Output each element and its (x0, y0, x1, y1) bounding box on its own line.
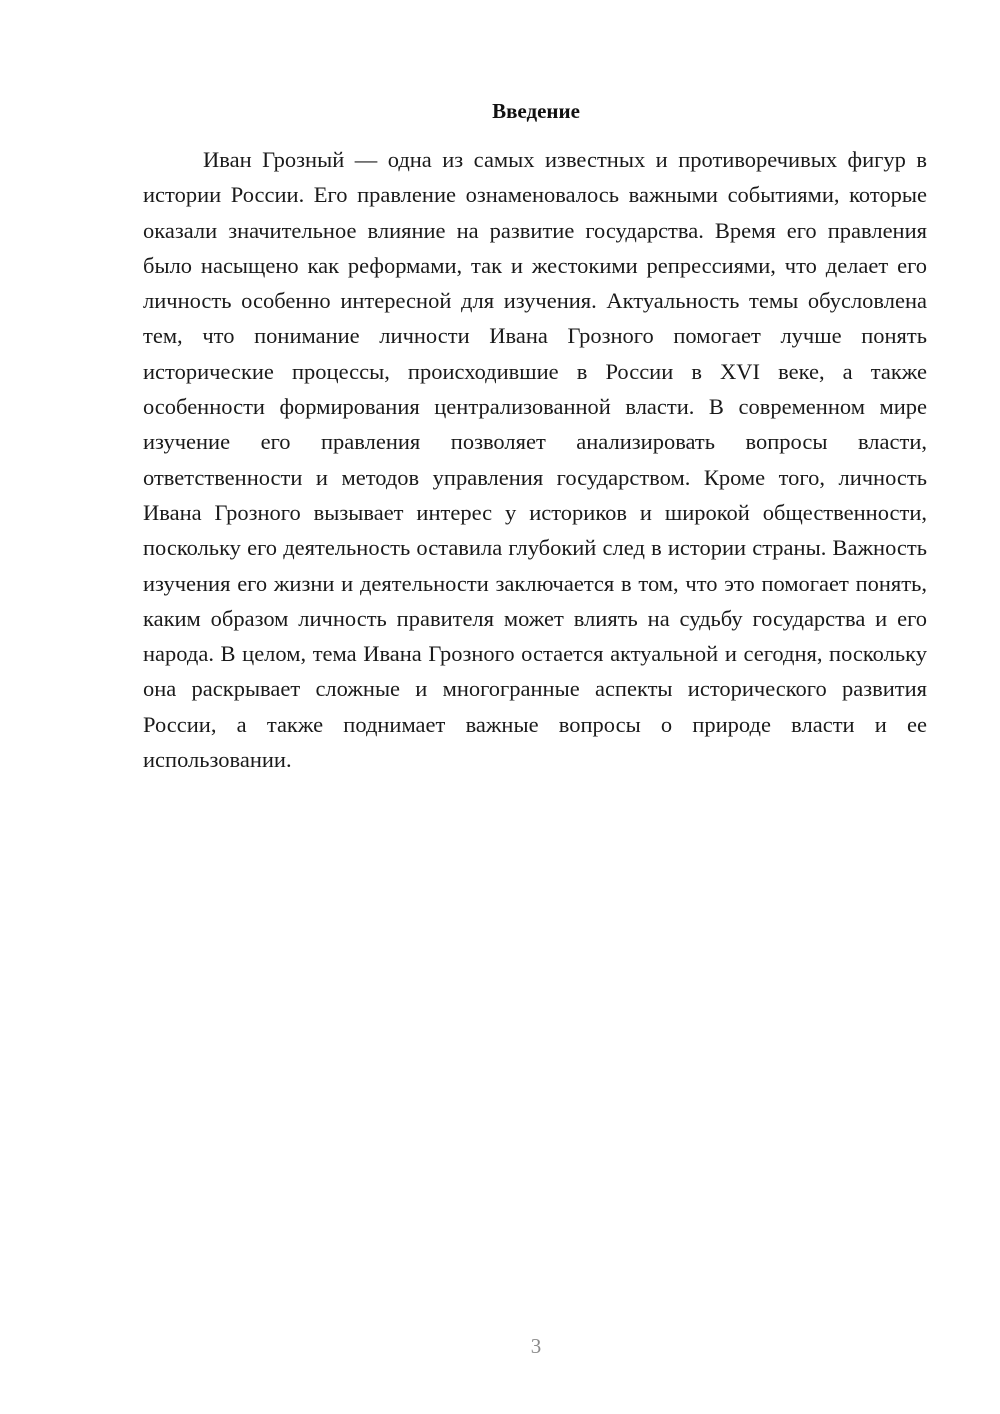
section-heading: Введение (492, 99, 580, 123)
body-paragraph: Иван Грозный — одна из самых известных и противоречивых фигур в истории России. Его правление ознаменовалось важными событиями, которые оказали значительное влияние на развитие государства. Время его правления было насыщено как реформами, так и жестокими репрессиями, что делает его личность особенно интересной для изучения. Актуальность темы обусловлена тем, что понимание личности Ивана Грозного помогает лучше понять исторические процессы, происходившие в России в XVI веке, а также особенности формирования централизованной власти. В современном мире изучение его правления позволяет анализировать вопросы власти, ответственности и методов управления государством. Кроме того, личность Ивана Грозного вызывает интерес у историков и широкой общественности, поскольку его деятельность оставила глубокий след в истории страны. Важность изучения его жизни и деятельности заключается в том, что это помогает понять, каким образом личность правителя может влиять на судьбу государства и его народа. В целом, тема Ивана Грозного остается актуальной и сегодня, поскольку она раскрывает сложные и многогранные аспекты исторического развития России, а также поднимает важные вопросы о природе власти и ее использовании. (143, 147, 927, 773)
page-number: 3 (530, 1334, 542, 1358)
